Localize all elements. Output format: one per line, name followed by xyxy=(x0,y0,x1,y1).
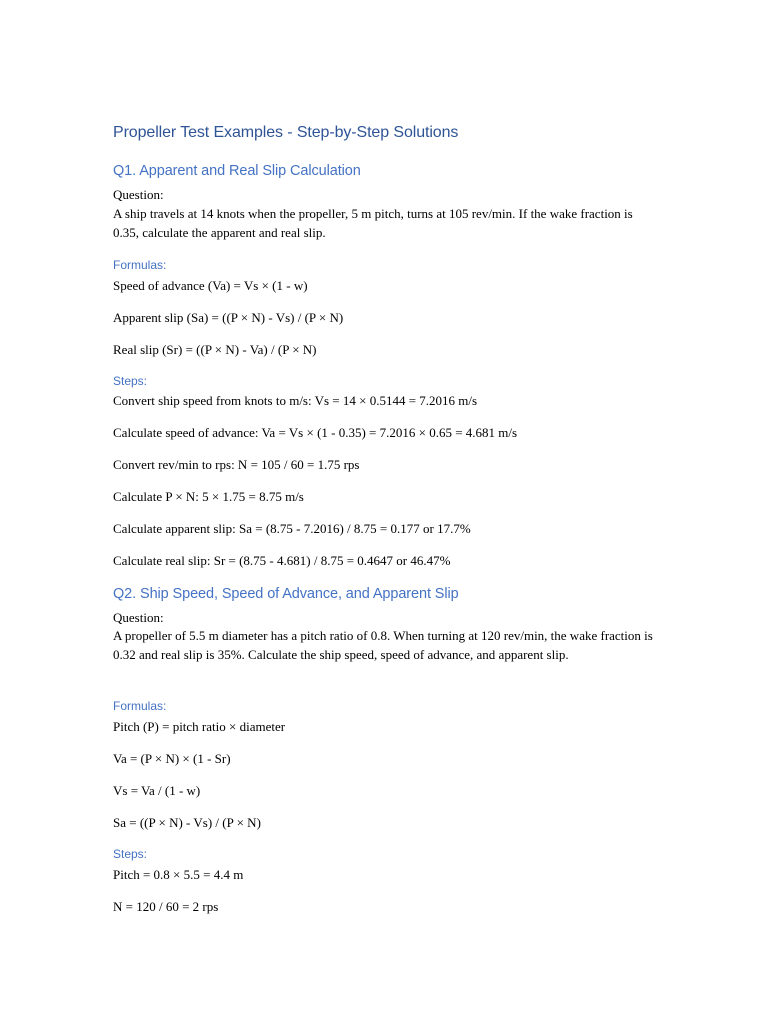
q1-formula-1: Speed of advance (Va) = Vs × (1 - w) xyxy=(113,278,308,293)
q2-formula-1: Pitch (P) = pitch ratio × diameter xyxy=(113,719,286,734)
q2-formula-2: Va = (P × N) × (1 - Sr) xyxy=(113,751,231,766)
q2-question-label: Question: xyxy=(113,610,164,625)
q1-step-4: Calculate P × N: 5 × 1.75 = 8.75 m/s xyxy=(113,489,304,504)
q1-step-3: Convert rev/min to rps: N = 105 / 60 = 1.75 rps xyxy=(113,457,360,472)
q2-formula-4: Sa = ((P × N) - Vs) / (P × N) xyxy=(113,815,261,830)
q2-question-text: A propeller of 5.5 m diameter has a pitch ratio of 0.8. When turning at 120 rev/min, the wake fraction is 0.32 and real slip is 35%. Calculate the ship speed, speed of advance, and apparent slip. xyxy=(113,628,653,662)
q1-step-1: Convert ship speed from knots to m/s: Vs = 14 × 0.5144 = 7.2016 m/s xyxy=(113,393,478,408)
q2-formulas-label: Formulas: xyxy=(113,699,167,713)
q2-heading: Q2. Ship Speed, Speed of Advance, and Apparent Slip xyxy=(113,586,459,602)
q1-formulas-label: Formulas: xyxy=(113,258,167,272)
q1-step-6: Calculate real slip: Sr = (8.75 - 4.681) / 8.75 = 0.4647 or 46.47% xyxy=(113,553,451,568)
q2-formula-3: Vs = Va / (1 - w) xyxy=(113,783,201,798)
q1-question-text: A ship travels at 14 knots when the propeller, 5 m pitch, turns at 105 rev/min. If the wake fraction is 0.35, calculate the apparent and real slip. xyxy=(113,206,633,240)
q1-steps-label: Steps: xyxy=(113,374,148,388)
q2-steps-label: Steps: xyxy=(113,847,148,861)
q1-step-5: Calculate apparent slip: Sa = (8.75 - 7.2016) / 8.75 = 0.177 or 17.7% xyxy=(113,521,471,536)
q1-question-label: Question: xyxy=(113,187,164,202)
q1-formula-2: Apparent slip (Sa) = ((P × N) - Vs) / (P × N) xyxy=(113,310,344,325)
q1-step-2: Calculate speed of advance: Va = Vs × (1 - 0.35) = 7.2016 × 0.65 = 4.681 m/s xyxy=(113,425,518,440)
q2-step-1: Pitch = 0.8 × 5.5 = 4.4 m xyxy=(113,867,244,882)
q1-formula-3: Real slip (Sr) = ((P × N) - Va) / (P × N) xyxy=(113,342,317,357)
document-title: Propeller Test Examples - Step-by-Step Solutions xyxy=(113,124,459,141)
q1-heading: Q1. Apparent and Real Slip Calculation xyxy=(113,163,361,179)
q2-step-2: N = 120 / 60 = 2 rps xyxy=(113,899,219,914)
